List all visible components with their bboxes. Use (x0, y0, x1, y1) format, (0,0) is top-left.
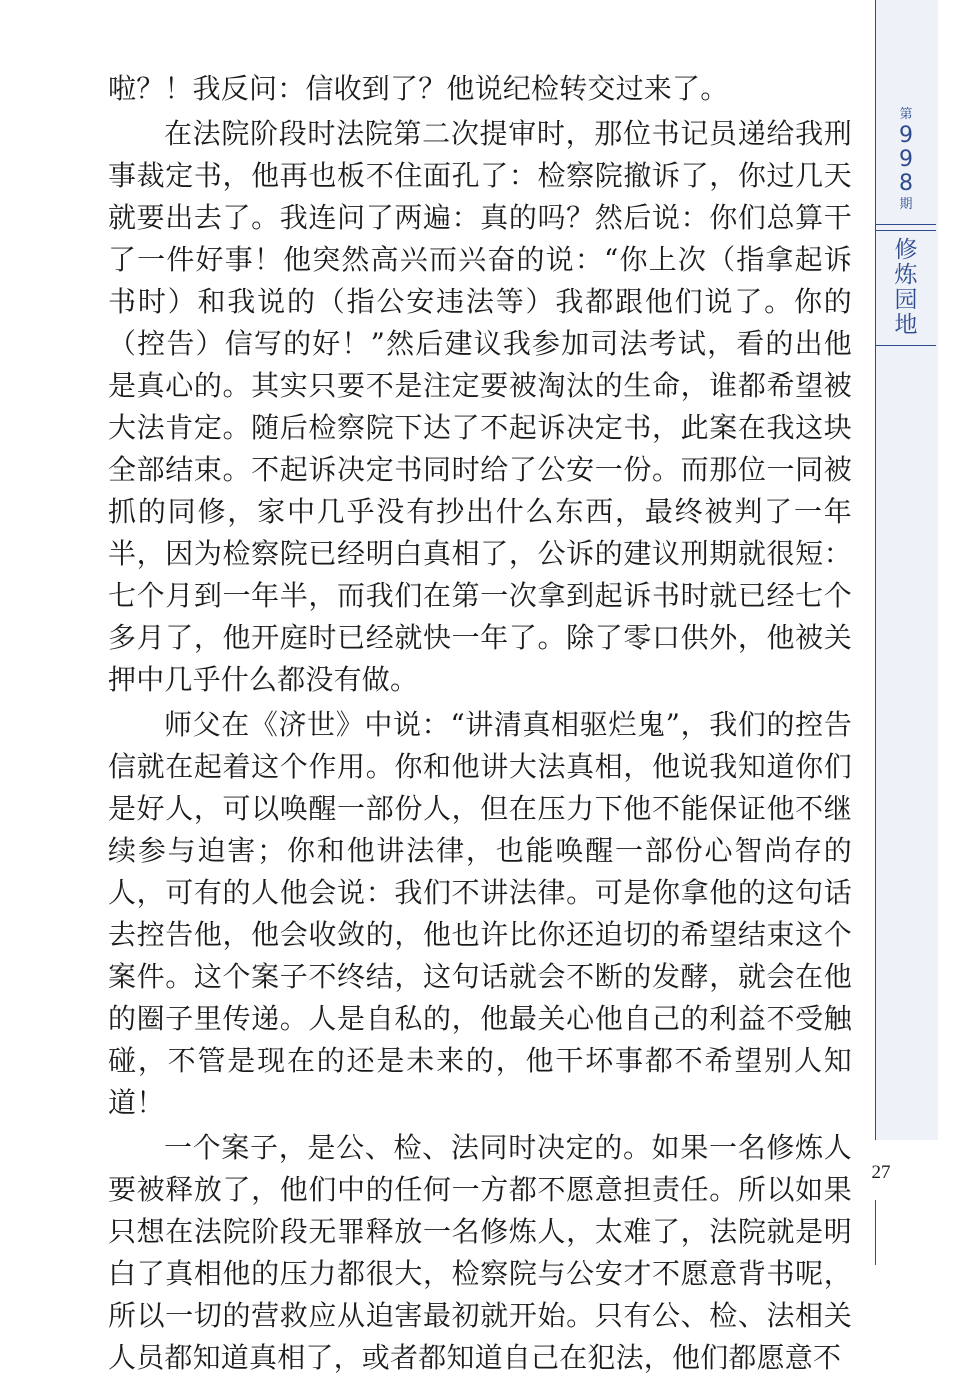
issue-label (876, 106, 936, 214)
paragraph-2: 在法院阶段时法院第二次提审时，那位书记员递给我刑事裁定书，他再也板不住面孔了：检察院撤诉了，你过几天就要出去了。我连问了两遍：真的吗？然后说：你们总算干了一件好事！他突然高兴而兴奋的说：“你上次（指拿起诉书时）和我说的（指公安违法等）我都跟他们说了。你的（控告）信写的好！”然后建议我参加司法考试，看的出他是真心的。其实只要不是注定要被淘汰的生命，谁都希望被大法肯定。随后检察院下达了不起诉决定书，此案在我这块全部结束。不起诉决定书同时给了公安一份。而那位一同被抓的同修，家中几乎没有抄出什么东西，最终被判了一年半，因为检察院已经明白真相了，公诉的建议刑期就很短：七个月到一年半，而我们在第一次拿到起诉书时就已经七个多月了，他开庭时已经就快一年了。除了零口供外，他被关押中几乎什么都没有做。 (108, 117, 852, 696)
column-title (876, 238, 936, 338)
column-title-text: 修炼园地 (894, 237, 918, 338)
side-tab (875, 0, 938, 1140)
divider (876, 224, 936, 225)
paragraph-1: 啦？！我反问：信收到了？他说纪检转交过来了。 (108, 72, 729, 105)
issue-prefix: 第 (899, 107, 913, 122)
side-line (875, 1200, 876, 1265)
issue-number: 998 (899, 123, 913, 196)
paragraph-3: 师父在《济世》中说：“讲清真相驱烂鬼”，我们的控告信就在起着这个作用。你和他讲大法真相，他说我知道你们是好人，可以唤醒一部份人，但在压力下他不能保证他不继续参与迫害；你和他讲法律，也能唤醒一部份心智尚存的人，可有的人他会说：我们不讲法律。可是你拿他的这句话去控告他，他会收敛的，他也许比你还迫切的希望结束这个案件。这个案子不终结，这句话就会不断的发酵，就会在他的圈子里传递。人是自私的，他最关心他自己的利益不受触碰，不管是现在的还是未来的，他干坏事都不希望别人知道！ (108, 708, 852, 1119)
article-body (108, 68, 852, 1379)
issue-suffix: 期 (899, 197, 913, 212)
divider (876, 345, 936, 346)
paragraph-4: 一个案子，是公、检、法同时决定的。如果一名修炼人要被释放了，他们中的任何一方都不愿意担责任。所以如果只想在法院阶段无罪释放一名修炼人，太难了，法院就是明白了真相他的压力都很大，检察院与公安才不愿意背书呢，所以一切的营救应从迫害最初就开始。只有公、检、法相关人员都知道真相了，或者都知道自己在犯法，他们都愿意不 (108, 1131, 852, 1374)
divider (876, 230, 936, 231)
page-number: 27 (871, 1162, 891, 1183)
